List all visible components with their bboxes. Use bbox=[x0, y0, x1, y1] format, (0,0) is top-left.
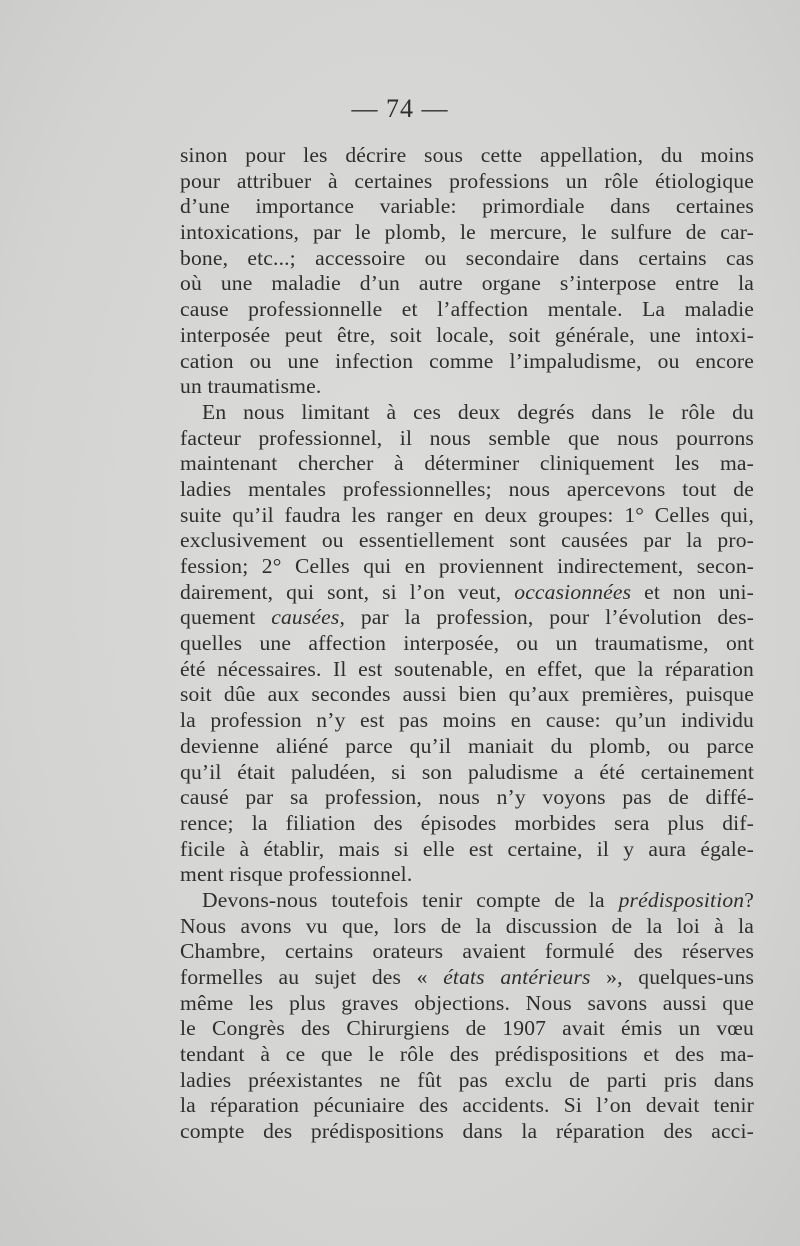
text-line: la réparation pécuniaire des accidents. Si l’on devait tenir bbox=[180, 1093, 754, 1118]
text-line: interposée peut être, soit locale, soit générale, une intoxi- bbox=[180, 322, 754, 347]
text-line: sinon pour les décrire sous cette appellation, du moins bbox=[180, 143, 754, 167]
text-line: rence; la filiation des épisodes morbides sera plus dif- bbox=[180, 810, 754, 835]
text-line: causé par sa profession, nous n’y voyons pas de diffé- bbox=[180, 785, 754, 810]
text-line: exclusivement ou essentiellement sont causées par la pro- bbox=[180, 528, 754, 553]
text-line: ladies préexistantes ne fût pas exclu de parti pris dans bbox=[180, 1067, 754, 1092]
text-line: qu’il était paludéen, si son paludisme a été certainement bbox=[180, 759, 754, 784]
text-line: ment risque professionnel. bbox=[180, 862, 413, 887]
text-line: Chambre, certains orateurs avaient formulé des réserves bbox=[180, 939, 754, 964]
text-line: ladies mentales professionnelles; nous apercevons tout de bbox=[180, 476, 754, 501]
text-line: fession; 2° Celles qui en proviennent indirectement, secon- bbox=[180, 554, 754, 578]
page-number: — 74 — bbox=[351, 94, 449, 123]
text-line: formelles au sujet des « états antérieurs », quelques-uns bbox=[180, 965, 754, 989]
text-line: quelles une affection interposée, ou un traumatisme, ont bbox=[180, 631, 754, 656]
text-line: cause professionnelle et l’affection mentale. La maladie bbox=[180, 297, 754, 322]
text-line: tendant à ce que le rôle des prédispositions et des ma- bbox=[180, 1042, 754, 1067]
text-line: la profession n’y est pas moins en cause: qu’un individu bbox=[180, 708, 754, 733]
text-line: un traumatisme. bbox=[180, 374, 322, 399]
text-line: d’une importance variable: primordiale dans certaines bbox=[180, 194, 754, 219]
text-line: intoxications, par le plomb, le mercure, le sulfure de car- bbox=[180, 220, 754, 245]
text-line: cation ou une infection comme l’impaludisme, ou encore bbox=[180, 348, 754, 373]
paragraph bbox=[180, 888, 754, 1145]
text-line: le Congrès des Chirurgiens de 1907 avait émis un vœu bbox=[180, 1016, 754, 1041]
body-text bbox=[180, 143, 754, 1145]
text-line: devienne aliéné parce qu’il maniait du plomb, ou parce bbox=[180, 733, 754, 758]
text-line: quement causées, par la profession, pour l’évolution des- bbox=[180, 605, 754, 630]
text-line: suite qu’il faudra les ranger en deux groupes: 1° Celles qui, bbox=[180, 502, 754, 527]
text-line: pour attribuer à certaines professions un rôle étiologique bbox=[180, 168, 754, 193]
paragraph bbox=[180, 143, 754, 400]
text-line: ficile à établir, mais si elle est certaine, il y aura égale- bbox=[180, 836, 754, 861]
text-line: dairement, qui sont, si l’on veut, occasionnées et non uni- bbox=[180, 579, 754, 604]
paragraph bbox=[180, 400, 754, 888]
text-line: facteur professionnel, il nous semble que nous pourrons bbox=[180, 425, 754, 450]
text-line: bone, etc...; accessoire ou secondaire dans certains cas bbox=[180, 245, 754, 270]
text-line: été nécessaires. Il est soutenable, en effet, que la réparation bbox=[180, 656, 754, 681]
text-line: compte des prédispositions dans la réparation des acci- bbox=[180, 1119, 754, 1144]
text-line: maintenant chercher à déterminer cliniquement les ma- bbox=[180, 451, 754, 476]
text-line: où une maladie d’un autre organe s’interpose entre la bbox=[180, 271, 754, 296]
text-line: En nous limitant à ces deux degrés dans le rôle du bbox=[202, 399, 754, 424]
text-line: Nous avons vu que, lors de la discussion de la loi à la bbox=[180, 913, 754, 938]
text-line: même les plus graves objections. Nous savons aussi que bbox=[180, 990, 754, 1015]
text-line: Devons-nous toutefois tenir compte de la prédisposition? bbox=[202, 887, 754, 912]
text-line: soit dûe aux secondes aussi bien qu’aux premières, puisque bbox=[180, 682, 754, 707]
